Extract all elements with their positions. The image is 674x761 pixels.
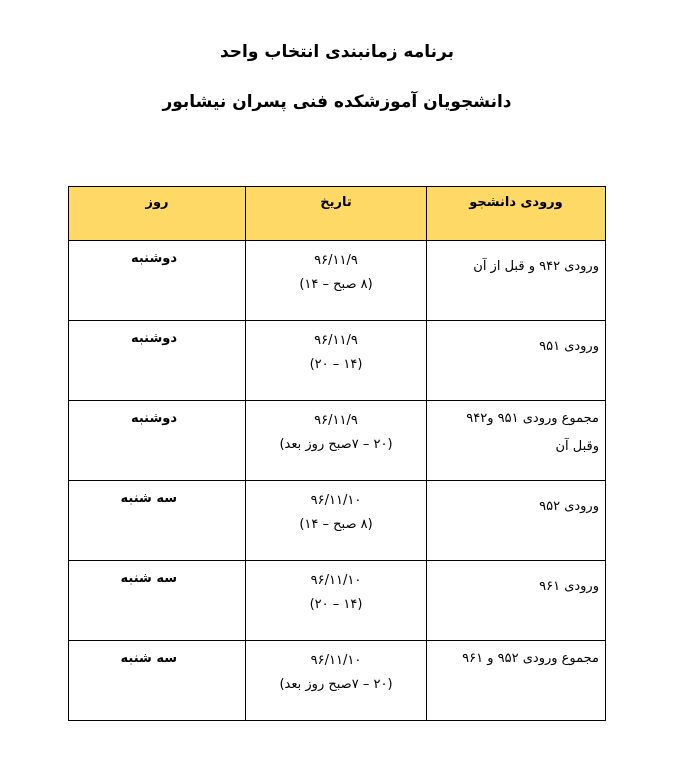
- entry-cell: [427, 401, 606, 481]
- page-title: برنامه زمانبندی انتخاب واحد: [219, 42, 454, 62]
- date-text: ۹۶/۱۱/۱۰: [310, 573, 362, 588]
- day-cell: دوشنبه: [69, 321, 246, 401]
- schedule-table: [68, 186, 606, 721]
- entry-text: ورودی ۹۵۲: [539, 499, 599, 514]
- date-text: ۹۶/۱۱/۱۰: [310, 493, 362, 508]
- page-subtitle: دانشجویان آموزشکده فنی پسران نیشابور: [162, 92, 512, 112]
- day-cell: دوشنبه: [69, 241, 246, 321]
- entry-text: ورودی ۹۵۱: [539, 339, 599, 354]
- time-range-text: (۲۰ – ۷صبح روز بعد): [279, 677, 393, 692]
- time-range-text: (۸ صبح – ۱۴): [299, 277, 373, 292]
- time-range-text: (۱۴ – ۲۰): [309, 597, 363, 612]
- entry-cell: [427, 641, 606, 721]
- entry-cell: [427, 241, 606, 321]
- table-row: [69, 561, 606, 641]
- day-cell: سه شنبه: [69, 641, 246, 721]
- time-range-text: (۲۰ – ۷صبح روز بعد): [279, 437, 393, 452]
- day-cell: دوشنبه: [69, 401, 246, 481]
- table-row: [69, 641, 606, 721]
- entry-cell: [427, 481, 606, 561]
- day-cell: سه شنبه: [69, 481, 246, 561]
- entry-text: مجموع ورودی ۹۵۱ و۹۴۲: [466, 411, 599, 426]
- table-row: [69, 401, 606, 481]
- date-cell: [246, 481, 427, 561]
- entry-text: ورودی ۹۴۲ و قبل از آن: [473, 259, 599, 274]
- entry-cell: [427, 321, 606, 401]
- date-text: ۹۶/۱۱/۹: [314, 333, 358, 348]
- header-date: تاریخ: [246, 187, 427, 241]
- time-range-text: (۸ صبح – ۱۴): [299, 517, 373, 532]
- date-cell: [246, 561, 427, 641]
- day-cell: سه شنبه: [69, 561, 246, 641]
- date-cell: [246, 401, 427, 481]
- entry-cell: [427, 561, 606, 641]
- date-cell: [246, 641, 427, 721]
- date-cell: [246, 321, 427, 401]
- date-text: ۹۶/۱۱/۱۰: [310, 653, 362, 668]
- time-range-text: (۱۴ – ۲۰): [309, 357, 363, 372]
- date-text: ۹۶/۱۱/۹: [314, 413, 358, 428]
- date-text: ۹۶/۱۱/۹: [314, 253, 358, 268]
- table-row: [69, 481, 606, 561]
- table-row: [69, 321, 606, 401]
- table-header-row: [69, 187, 606, 241]
- header-entry: ورودی دانشجو: [427, 187, 606, 241]
- table-row: [69, 241, 606, 321]
- date-cell: [246, 241, 427, 321]
- entry-text: ورودی ۹۶۱: [539, 579, 599, 594]
- entry-text-continued: وقبل آن: [555, 439, 599, 454]
- header-day: روز: [69, 187, 246, 241]
- entry-text: مجموع ورودی ۹۵۲ و ۹۶۱: [462, 651, 599, 666]
